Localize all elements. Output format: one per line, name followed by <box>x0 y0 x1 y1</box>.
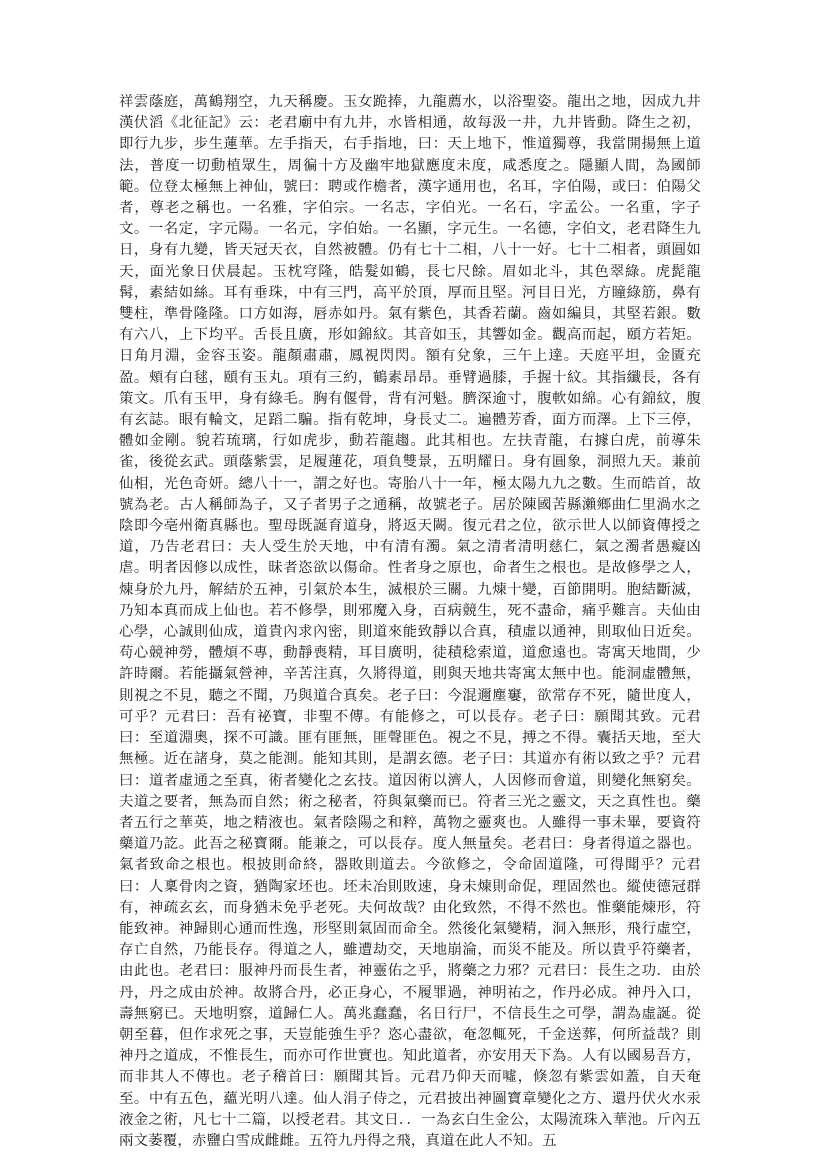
body-text-paragraph: 祥雲蔭庭，萬鶴翔空，九天稱慶。玉女跪捧，九龍薦水，以浴聖姿。龍出之地，因成九井漢伏滔《北征記》云：老君廟中有九井，水皆相通，故每汲一井，九井皆動。降生之初，即行九步，步生蓮華。左手指天，右手指地，曰：天上地下，惟道獨尊，我當開揚無上道法，普度一切動植眾生，周徧十方及幽牢地獄應度未度，咸悉度之。隱顯人間，為國師範。位登太極無上神仙，號曰：聘或作檐者，漢字通用也，名耳，字伯陽，或曰：伯陽父者，尊老之稱也。一名雅，字伯宗。一名志，字伯光。一名石，字孟公。一名重，字子文。一名定，字元陽。一名元，字伯始。一名顯，字元生。一名德，字伯文，老君降生九日，身有九變，皆天冠天衣，自然被體。仍有七十二相，八十一好。七十二相者，頭圓如天，面光象日伏晨起。玉枕穹隆，皓髮如鶴，長七尺餘。眉如北斗，其色翠綠。虎髭龍髯，素結如絲。耳有垂珠，中有三門，高平於頂，厚而且堅。河目日光，方瞳綠筋，鼻有雙柱，準骨隆隆。口方如海，唇赤如丹。氣有紫色，其香若蘭。齒如編貝，其堅若銀。數有六八，上下均平。舌長且廣，形如錦紋。其音如玉，其響如金。觀高而起，頤方若矩。日角月淵，金容玉姿。龍顏肅肅，鳳視閃閃。額有兌象，三午上達。天庭平坦，金匱充盈。頰有白毬，頤有玉丸。項有三約，鶴素昂昂。垂臂過膝，手握十紋。其指纖長，各有策文。爪有玉甲，身有綠毛。胸有偃骨，背有河魁。臍深逾寸，腹軟如綿。心有錦紋，腹有玄誌。眼有輪文，足蹈二騙。指有乾坤，身長丈二。遍體芳香，面方而澤。上下三停，體如金剛。貌若琉璃，行如虎步，動若龍趨。此其相也。左扶青龍，右據白虎，前導朱雀，後從玄武。頭蔭紫雲，足履蓮花，項負雙景，五明耀日。身有圓象，洞照九天。兼前仙相，光色奇妍。總八十一，謂之好也。寄胎八十一年，極太陽九九之數。生而皓首，故號為老。古人稱師為子，又子者男子之通稱，故號老子。居於陳國苦縣瀨鄉曲仁里渦水之陰即今亳州衛真縣也。聖母既誕育道身，將返天闕。復元君之位，欲示世人以師資傳授之道，乃告老君曰：夫人受生於天地，中有清有濁。氣之清者清明慈仁，氣之濁者愚癡凶虐。明者因修以成性，昧者恣欲以傷命。性者身之原也，命者生之根也。是故修學之人，煉身於九丹，解結於五神，引氣於本生，滅根於三關。九煉十變，百節開明。胞結斷滅，乃知本真而成上仙也。若不修學，則邪魔入身，百病競生，死不盡命，痛乎難言。夫仙由心學，心誠則仙成，道貴內求內密，則道來能致靜以合真，積虛以通神，則取仙日近矣。苟心競神勞，體煩不專，動靜喪精，耳目廣明，徒積稔索道，道愈遠也。寄寓天地間，少許時爾。若能攝氣營神，辛苦注真，久將得道，則與天地共寄寓太無中也。能洞虛體無，則視之不見，聽之不聞，乃與道合真矣。老子曰：今混邇塵窶，欲常存不死，隨世度人，可乎？元君曰：吾有祕寶，非聖不傳。有能修之，可以長存。老子曰：願聞其致。元君曰：至道淵奧，探不可識。匪有匪無，匪聲匪色。視之不見，搏之不得。囊括天地，至大無極。近在諸身，莫之能測。能知其則，是謂玄德。老子曰：其道亦有術以致之乎？元君曰：道者虛通之至真，術者變化之玄技。道因術以濟人，人因修而會道，則變化無窮矣。夫道之要者，無為而自然；術之秘者，符與氣藥而已。符者三光之靈文，天之真性也。藥者五行之華英，地之精液也。氣者陰陽之和粹，萬物之靈爽也。人雖得一事未畢，要資符藥道乃訖。此吾之秘寶爾。能兼之，可以長存。度人無量矣。老君曰：身者得道之器也。氣者致命之根也。根披則命終，器敗則道去。今欲修之，令命固道隆，可得聞乎？元君曰：人稟骨肉之資，猶陶家坯也。坯未冶則敗速，身未煉則命促，理固然也。縱使德冠群有，神疏玄玄，而身猶未免乎老死。夫何故哉？由化致然，不得不然也。惟藥能煉形，符能致神。神歸則心通而性逸，形堅則氣固而命全。然後化氣變精，洞入無形，飛行虛空，存亡自然，乃能長存。得道之人，雖遭劫交，天地崩淪，而災不能及。所以貴乎符藥者，由此也。老君曰：服神丹而長生者，神靈佑之乎，將藥之力邪？元君曰：長生之功．由於丹，丹之成由於神。故將合丹，必正身心，不履罪過，神明祐之，作丹必成。神丹入口，壽無窮已。天地明察，道歸仁人。萬兆蠢蠢，名日行尸，不信長生之可學，謂為虛誕。從朝至暮，但作求死之事，天豈能強生乎？恣心盡欲，奄忽輒死，千金送葬，何所益哉？則神丹之道成，不惟長生，而亦可作世實也。知此道者，亦安用天下為。人有以國易吾方，而非其人不傳也。老子稽首曰：願聞其旨。元君乃仰天而噓，倏忽有紫雲如蓋，自天奄至。中有五色，蘊光明八達。仙人涓子侍之，元君披出神圖寶章變化之方、還丹伏火水汞液金之術，凡七十二篇，以授老君。其文日．．一為玄白生金公，太陽流珠入華池。斤內五兩文萎覆，赤鹽白雪成雌雌。五符九丹得之飛，真道在此人不知。五 <box>119 94 701 1149</box>
